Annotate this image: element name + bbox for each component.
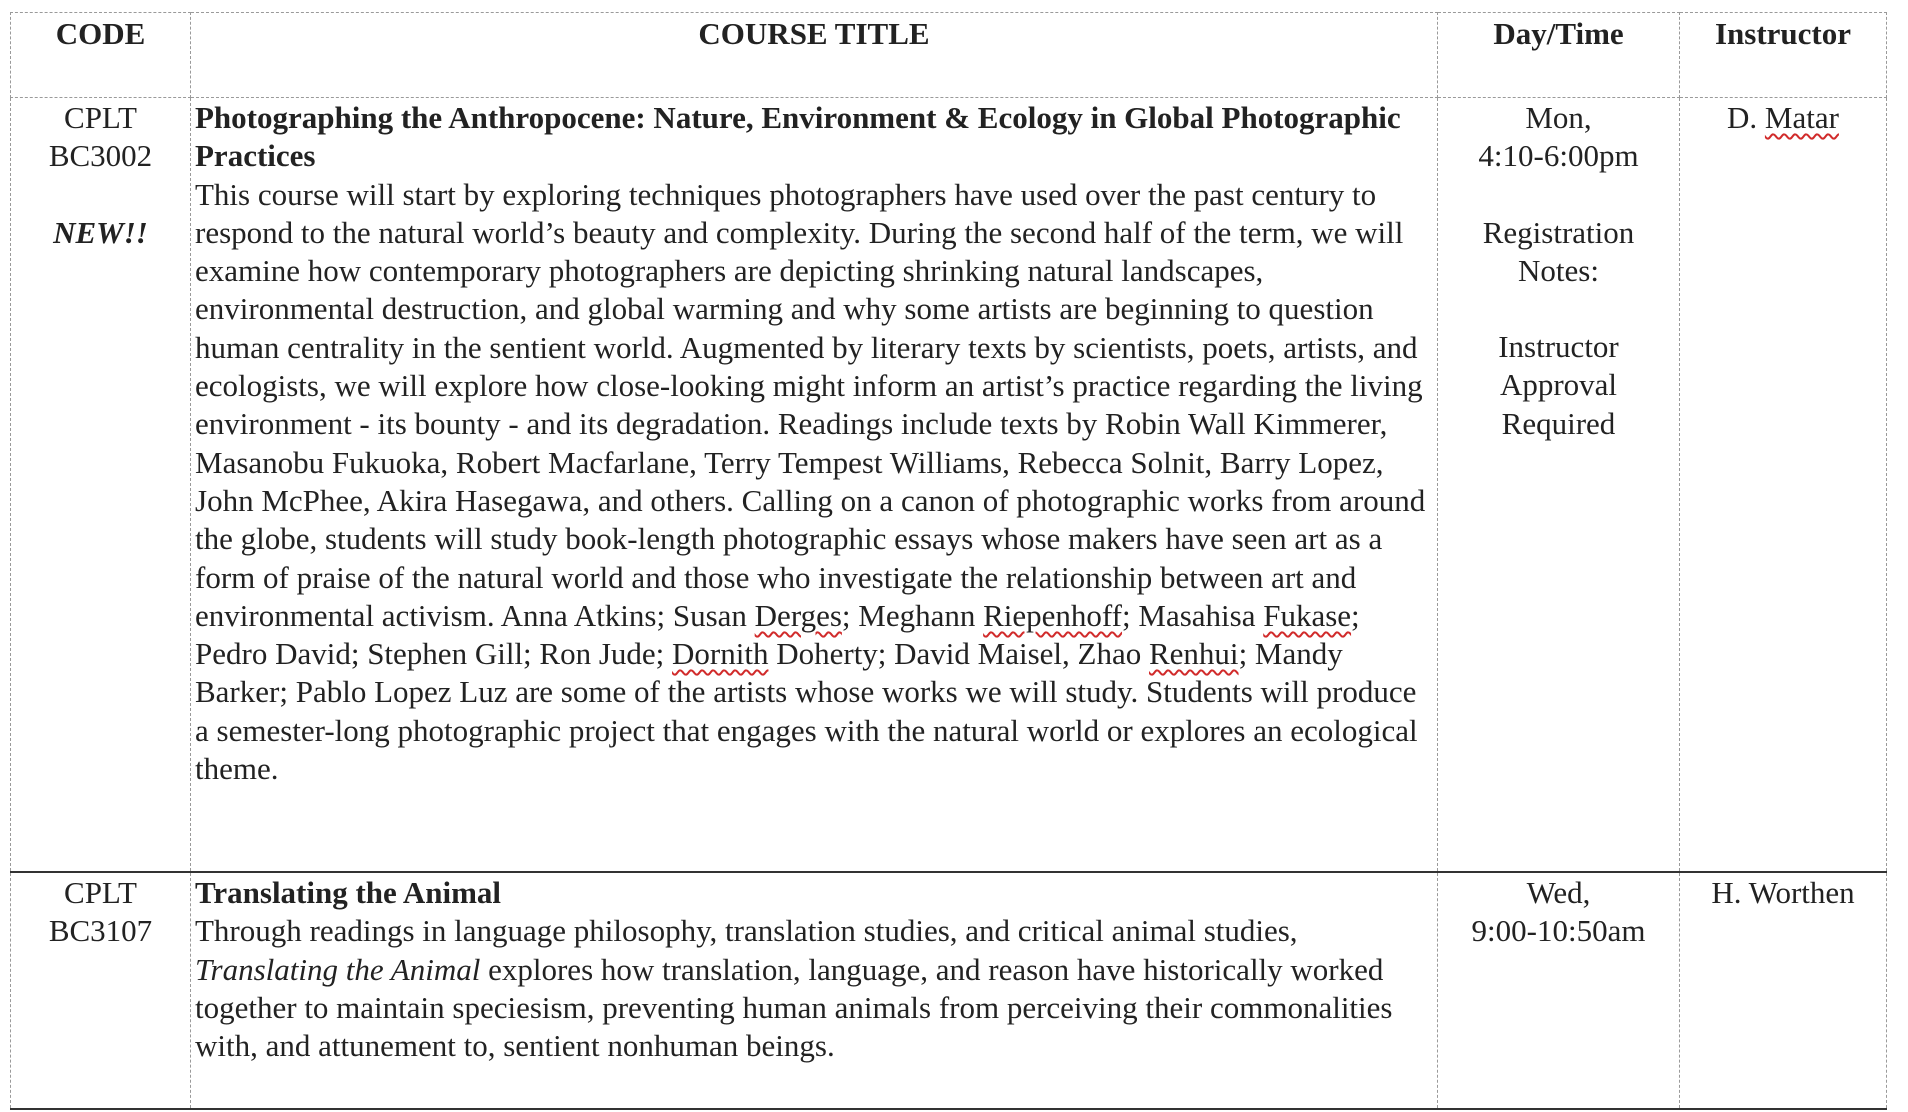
spellcheck-word: Riepenhoff <box>983 597 1123 633</box>
description-text: ; Pedro David; Stephen Gill; Ron Jude; <box>195 597 1360 672</box>
header-code: CODE <box>11 13 191 98</box>
table-header-row <box>11 13 1887 98</box>
spellcheck-word: Dornith <box>672 636 769 672</box>
instructor-cell <box>1680 98 1887 873</box>
course-title-cell <box>191 98 1438 873</box>
day-time-cell <box>1438 98 1680 873</box>
header-day-time: Day/Time <box>1438 13 1680 98</box>
description-text: ; Masahisa <box>1122 597 1264 633</box>
course-number: BC3002 <box>48 138 153 174</box>
course-time: 4:10-6:00pm <box>1478 138 1639 174</box>
course-day: Mon, <box>1525 100 1592 135</box>
spellcheck-word: Fukase <box>1263 597 1352 633</box>
course-title: Photographing the Anthropocene: Nature, Environment & Ecology in Global Photographic Practices <box>195 100 1401 174</box>
course-listing-document <box>10 12 1887 1110</box>
course-title: Translating the Animal <box>195 875 502 910</box>
course-day: Wed, <box>1526 875 1591 910</box>
course-dept: CPLT <box>64 100 137 135</box>
header-instructor: Instructor <box>1680 13 1887 98</box>
registration-notes-label: Registration Notes: <box>1482 214 1635 288</box>
description-text: Through readings in language philosophy, translation studies, and critical animal studies, <box>195 913 1298 949</box>
course-code-cell <box>11 98 191 873</box>
spellcheck-word: Renhui <box>1149 636 1239 672</box>
spellcheck-word: Derges <box>754 597 842 633</box>
description-text: ; Meghann <box>841 597 984 633</box>
description-text: explores how translation, language, and reason have historically worked together to maintain speciesism, preventing human animals from perceiving their commonalities with, and attunement to, sentient nonhuman beings. <box>195 951 1393 1064</box>
course-description <box>195 912 1433 1065</box>
instructor-surname: Matar <box>1764 100 1839 135</box>
course-title-cell <box>191 872 1438 1109</box>
course-table <box>10 12 1887 1110</box>
course-description <box>195 176 1433 789</box>
course-code-cell <box>11 872 191 1109</box>
table-row <box>11 872 1887 1109</box>
instructor-cell: H. Worthen <box>1680 872 1887 1109</box>
description-text: Doherty; David Maisel, Zhao <box>768 636 1149 672</box>
registration-notes: Instructor Approval Required <box>1498 329 1619 441</box>
day-time-cell <box>1438 872 1680 1109</box>
description-italic-title: Translating the Animal <box>195 951 481 987</box>
course-dept: CPLT <box>64 875 137 910</box>
description-text: ; Mandy Barker; Pablo Lopez Luz are some of the artists whose works we will study. Students will produce a semester-long photographic project that engages with the natural world or explores an ecological theme. <box>195 636 1418 787</box>
instructor-initial: D. <box>1727 100 1765 135</box>
course-number: BC3107 <box>48 913 153 949</box>
course-time: 9:00-10:50am <box>1471 913 1646 949</box>
description-text: This course will start by exploring techniques photographers have used over the past century to respond to the natural world’s beauty and complexity. During the second half of the term, we will examine how contemporary photographers are depicting shrinking natural landscapes, environmental destruction, and global warming and why some artists are beginning to question human centrality in the sentient world. Augmented by literary texts by scientists, poets, artists, and ecologists, we will explore how close-looking might inform an artist’s practice regarding the living environment - its bounty - and its degradation. Readings include texts by Robin Wall Kimmerer, Masanobu Fukuoka, Robert Macfarlane, Terry Tempest Williams, Rebecca Solnit, Barry Lopez, John McPhee, Akira Hasegawa, and others. Calling on a canon of photographic works from around the globe, students will study book-length photographic essays whose makers have seen art as a form of praise of the natural world and those who investigate the relationship between art and environmental activism. Anna Atkins; Susan <box>195 176 1426 633</box>
new-badge: NEW!! <box>53 214 148 250</box>
table-row <box>11 98 1887 873</box>
header-course-title: COURSE TITLE <box>191 13 1438 98</box>
